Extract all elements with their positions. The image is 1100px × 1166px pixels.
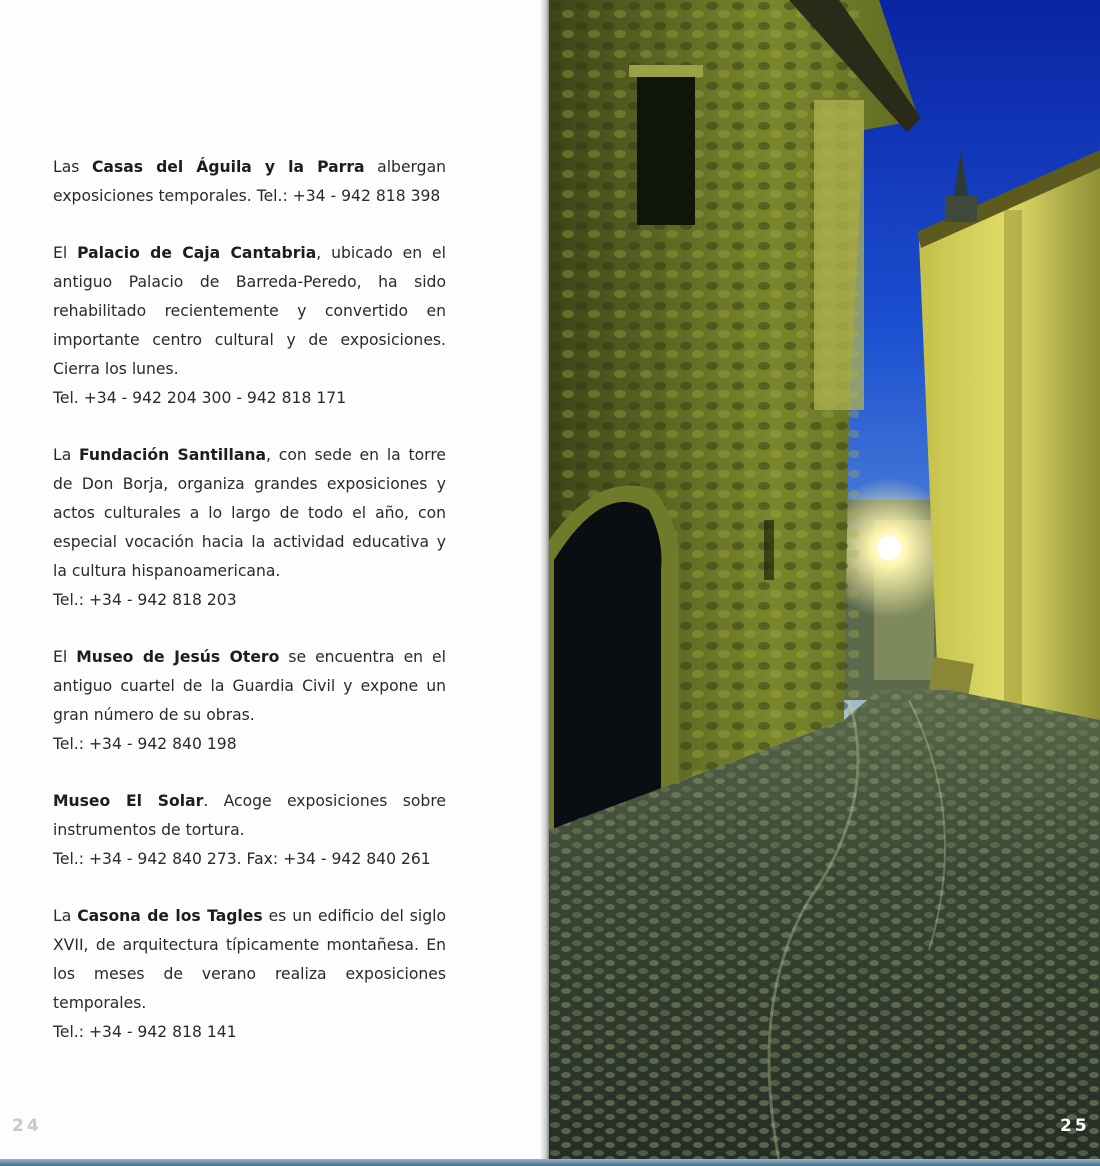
book-gutter bbox=[541, 0, 549, 1166]
phone-line: Tel.: +34 - 942 840 273. Fax: +34 - 942 840 261 bbox=[53, 850, 431, 868]
phone-line: Tel.: +34 - 942 818 141 bbox=[53, 1023, 237, 1041]
venue-name: Fundación Santillana bbox=[79, 446, 266, 464]
phone-line: Tel.: +34 - 942 840 198 bbox=[53, 735, 237, 753]
photo-illustration bbox=[549, 0, 1100, 1160]
para-body: es un edificio del siglo XVII, de arquitectura típicamente montañesa. En los meses de verano realiza exposiciones temporales. bbox=[53, 907, 447, 1012]
para-body: albergan exposiciones temporales. Tel.: +34 - 942 818 398 bbox=[53, 158, 447, 205]
phone-line: Tel.: +34 - 942 818 203 bbox=[53, 591, 237, 609]
paragraph-casas-aguila-parra bbox=[53, 153, 446, 211]
paragraph-museo-el-solar bbox=[53, 787, 446, 874]
para-body: . Acoge exposiciones sobre instrumentos de tortura. bbox=[53, 792, 446, 839]
phone-line: Tel. +34 - 942 204 300 - 942 818 171 bbox=[53, 389, 347, 407]
paragraph-museo-jesus-otero bbox=[53, 643, 446, 759]
venue-name: Museo de Jesús Otero bbox=[76, 648, 280, 666]
venue-name: Casona de los Tagles bbox=[77, 907, 263, 925]
museum-list bbox=[53, 153, 446, 1075]
paragraph-casona-tagles bbox=[53, 902, 446, 1047]
venue-name: Museo El Solar bbox=[53, 792, 204, 810]
para-body: , ubicado en el antiguo Palacio de Barreda-Peredo, ha sido rehabilitado recientemente y convertido en importante centro cultural y de exposiciones. Cierra los lunes. bbox=[53, 244, 446, 378]
para-body: , con sede en la torre de Don Borja, organiza grandes exposiciones y actos culturales a lo largo de todo el año, con especial vocación hacia la actividad educativa y la cultura hispanoamericana. bbox=[53, 446, 446, 580]
page-number-right: 25 bbox=[1060, 1116, 1090, 1136]
night-street-photo bbox=[549, 0, 1100, 1160]
para-prefix: El bbox=[53, 244, 78, 262]
para-prefix: La bbox=[53, 907, 78, 925]
left-page bbox=[0, 0, 545, 1160]
venue-name: Casas del Águila y la Parra bbox=[91, 158, 365, 176]
venue-name: Palacio de Caja Cantabria bbox=[77, 244, 317, 262]
page-bottom-edge bbox=[0, 1159, 1100, 1166]
paragraph-palacio-caja-cantabria bbox=[53, 239, 446, 413]
para-prefix: La bbox=[53, 446, 80, 464]
para-prefix: El bbox=[53, 648, 77, 666]
paragraph-fundacion-santillana bbox=[53, 441, 446, 615]
page-number-left: 24 bbox=[12, 1116, 42, 1136]
para-body: se encuentra en el antiguo cuartel de la Guardia Civil y expone un gran número de su obras. bbox=[53, 648, 446, 724]
para-prefix: Las bbox=[53, 158, 92, 176]
